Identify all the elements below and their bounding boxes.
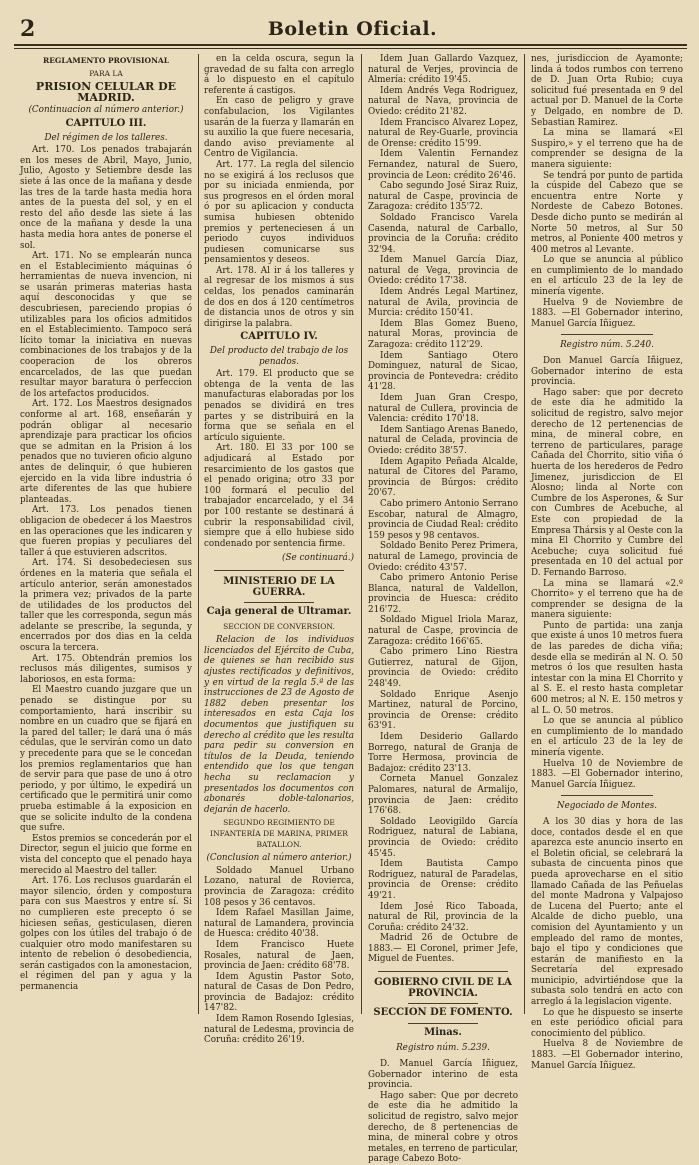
paragraph: Lo que se anuncia al público en cumplimiento de lo mandado en el artículo 23 de la ley de minería vigente. [531, 255, 683, 298]
paragraph: en la celda oscura, segun la gravedad de su falta con arreglo á lo dispuesto en el capítulo referente á castigos. [204, 54, 354, 96]
column-divider [524, 54, 525, 1014]
office-heading: Caja general de Ultramar. [206, 606, 352, 618]
paragraph: Art. 172. Los Maestros designados conforme al art. 168, enseñarán y podrán obligar al necesario aprendizaje para practicar los oficios que se admitan en la Prision á los penados que no tuvieren oficio alguno antes de delinquir, ó que hubieren ejercido en la vida libre industria ó arte diferentes de las que hubiere planteadas. [20, 399, 192, 505]
column-2 [204, 54, 355, 1046]
paragraph: Soldado Manuel Urbano Lozano, natural de Rovierca, provincia de Zaragoza: crédito 108 pesos y 36 centavos. [204, 865, 354, 908]
continuation-note: (Se continuará.) [282, 553, 354, 564]
paragraph: Lo que he dispuesto se inserte en este periódico oficial para conocimiento del público. [531, 1007, 683, 1039]
header-rule [14, 44, 687, 46]
paragraph: La mina se llamará «2.º Chorrito» y el terreno que ha de comprender se designa de la manera siguiente: [531, 578, 683, 621]
paragraph: nes, jurisdiccion de Ayamonte; linda á todos rumbos con terreno de D. Juan Orta Rubio; cuya solicitud fué presentada en 9 del actual por D. Manuel de la Corte y Delgado, en nombre de D. Sebastian Ramirez. [531, 54, 683, 128]
header-rule-thin [14, 48, 687, 49]
paragraph: Idem Bautista Campo Rodriguez, natural de Paradelas, provincia de Orense: crédito 49'21. [368, 859, 518, 901]
paragraph: Idem Juan Gallardo Vazquez, natural de Verjes, provincia de Almería: crédito 19'45. [368, 54, 518, 86]
paragraph: Idem Francisco Alvarez Lopez, natural de Rey-Guarle, provincia de Orense: crédito 15'99. [368, 117, 518, 149]
paragraph: Art. 177. La regla del silencio no se exigirá á los reclusos que por su iniciada enmienda, por sus progresos en el órden moral ó por su aplicacion y conducta sumisa hubiesen obtenido premios y perteneciesen á un periodo cuyos individuos pudiesen comunicarse sus pensamientos y deseos. [204, 159, 354, 266]
section-heading: REGLAMENTO PROVISIONAL [42, 56, 170, 65]
paragraph: Soldado Benito Perez Primera, natural de Lamego, provincia de Oviedo: crédito 43'57. [368, 541, 518, 573]
short-rule [244, 602, 314, 603]
paragraph: Huelva 10 de Noviembre de 1883. —El Gobernador interino, Manuel García Iñiguez. [531, 758, 683, 790]
paragraph: A los 30 dias y hora de las doce, contados desde el en que aparezca este anuncio inserto en el Boletin oficial, se celebrará la subasta de cincuenta pinos que pueda aprovecharse en el sitio llamado Cañada de las Peñuelas del monte Madrona y Valpajoso de Lucena del Puerto; ante el Alcalde de dicho pueblo, una comision del Ayuntamiento y un empleado del ramo de montes, bajo el tipo y condiciones que estarán de manifiesto en la Secretaría del expresado municipio, advirtiéndose que la subasta solo tendrá en acto con arreglo á la legislacion vigente. [531, 816, 683, 1008]
paragraph: Estos premios se concederán por el Director, segun el juicio que forme en vista del concepto que el penado haya merecido al Maestro del taller. [20, 833, 192, 876]
paragraph: Soldado Francisco Varela Casenda, natural de Carballo, provincia de la Coruña: crédito 32'94. [368, 212, 518, 255]
column-4 [531, 54, 683, 1071]
paragraph: Art. 179. El producto que se obtenga de la venta de las manufacturas elaboradas por los penados se dividirá en tres partes y se distribuirá en la forma que se señala en el artículo siguiente. [204, 369, 354, 443]
paragraph: Soldado Miguel Iriola Maraz, natural de Caspe, provincia de Zaragoza: crédito 166'65. [368, 615, 518, 647]
paragraph: Art. 174. Si desobedeciesen sus órdenes en la materia que señala el artículo anterior, serán amonestados la primera vez; privados de la parte de utilidades de los productos del taller que les corresponda, segun más adelante se prescribe, la segunda, y encerrados por dos dias en la celda oscura la tercera. [20, 558, 192, 654]
paragraph: Soldado Enrique Asenjo Martinez, natural de Porcino, provincia de Orense: crédito 63'91. [368, 689, 518, 732]
chapter-subtitle: Del régimen de los talleres. [44, 132, 168, 143]
paragraph: Idem Agapito Peñada Alcalde, natural de Citores del Paramo, provincia de Búrgos: crédito 20'67. [368, 456, 518, 499]
masthead-title: Boletin Oficial. [267, 18, 438, 40]
paragraph: Relacion de los individuos licenciados del Ejército de Cuba, de quienes se han recibido sus ajustes rectificados y definitivos, y en virtud de la regla 5.ª de las instrucciones de 23 de Agosto de 1882 deben presentar los interesados en esta Caja los documentos que justifiquen su derecho al crédito que les resulta para pedir su conversion en títulos de la Deuda, teniendo entendido que los que tengan hecha su reclamacion y presentados los documentos con abonarés doble-talonarios, dejarán de hacerlo. [204, 635, 355, 815]
page-number: 2 [20, 16, 36, 42]
paragraph: Madrid 26 de Octubre de 1883.— El Coronel, primer Jefe, Miguel de Fuentes. [368, 933, 518, 965]
paragraph: Idem Juan Gran Crespo, natural de Cullera, provincia de Valencia: crédito 170'18. [368, 393, 518, 425]
paragraph: Idem Valentin Fernandez Fernandez, natural de Suero, provincia de Leon: crédito 26'46. [368, 149, 518, 181]
paragraph: Idem Blas Gomez Bueno, natural Moras, provincia de Zaragoza: crédito 112'29. [368, 318, 518, 351]
paragraph: Don Manuel García Iñiguez, Gobernador interino de esta provincia. [531, 356, 683, 388]
section-heading: SECCION DE FOMENTO. [373, 1007, 513, 1019]
paragraph: Huelva 8 de Noviembre de 1883. —El Gobernador interino, Manuel García Iñiguez. [531, 1039, 683, 1071]
regiment-heading: SEGUNDO REGIMIENTO DE INFANTERÍA DE MARINA, PRIMER BATALLON. [210, 818, 348, 849]
chapter-heading: CAPITULO III. [65, 117, 147, 129]
continuation-note: (Continuacion al número anterior.) [28, 105, 184, 116]
paragraph: D. Manuel García Iñiguez, Gobernador interino de esta provincia. [368, 1059, 518, 1091]
paragraph: Idem Rafael Masillan Jaime, natural de Lamandera, provincia de Huesca: crédito 40'38. [204, 908, 354, 940]
paragraph: En caso de peligro y grave confabulacion, los Vigilantes usarán de la fuerza y llamarán en su auxilio la que fuere necesaria, dando aviso previamente al Centro de Vigilancia. [204, 96, 354, 160]
paragraph: Art. 170. Los penados trabajarán en los meses de Abril, Mayo, Junio, Julio, Agosto y Setiembre desde las siete á las once de la mañana y desde las tres de la tarde hasta media hora antes de la puesta del sol, y en el resto del año desde las siete á las once de la mañana y desde la una hasta media hora antes de ponerse el sol. [20, 145, 192, 251]
government-heading: GOBIERNO CIVIL DE LA PROVINCIA. [374, 977, 512, 999]
column-1 [20, 54, 192, 1014]
chapter-heading: CAPITULO IV. [240, 331, 318, 343]
paragraph: Idem Ramon Rosendo Iglesias, natural de Ledesma, provincia de Coruña: crédito 26'19. [204, 1014, 354, 1046]
paragraph: Idem Francisco Huete Rosales, natural de Jaen, provincia de Jaen: crédito 68'78. [204, 939, 354, 972]
paragraph: Art. 175. Obtendrán premios los reclusos más diligentes, sumisos y laboriosos, en esta forma: [20, 653, 192, 685]
paragraph: Art. 173. Los penados tienen obligacion de obedecer á los Maestros en las operaciones que les indicaren y que fueren propias y peculiares del taller á que estuvieren adscritos. [20, 505, 192, 558]
paragraph: Cabo primero Lino Riestra Gutierrez, natural de Gijon, provincia de Oviedo: crédito 248'49. [368, 647, 518, 690]
article-title: PRISION CELULAR DE MADRID. [35, 80, 177, 104]
short-rule [408, 1023, 478, 1024]
section-heading: Negociado de Montes. [556, 801, 658, 812]
paragraph: Lo que se anuncia al público en cumplimiento de lo mandado en el artículo 23 de la ley de minería vigente. [531, 716, 683, 758]
paragraph: Idem José Rico Taboada, natural de Ril, provincia de la Coruña: crédito 24'32. [368, 901, 518, 933]
paragraph: Idem Santiago Arenas Banedo, natural de Celada, provincia de Oviedo: crédito 38'57. [368, 424, 518, 456]
mines-heading: Minas. [424, 1026, 462, 1038]
paragraph: Art. 178. Al ir á los talleres y al regresar de los mismos á sus celdas, los penados caminarán de dos en dos á 120 centímetros de distancia unos de otros y sin dirigirse la palabra. [204, 265, 354, 329]
paragraph: Idem Andrés Vega Rodriguez, natural de Nava, provincia de Oviedo: crédito 21'82. [368, 85, 518, 117]
paragraph: Corneta Manuel Gonzalez Palomares, natural de Armalijo, provincia de Jaen: crédito 176'68. [368, 774, 518, 817]
column-3 [368, 54, 518, 1165]
short-rule [561, 795, 653, 796]
section-subheading: SECCION DE CONVERSION. [223, 621, 335, 631]
paragraph: Cabo primero Antonio Serrano Escobar, natural de Almagro, provincia de Ciudad Real: crédito 159 pesos y 98 centavos. [368, 498, 518, 541]
paragraph: Idem Andrés Legal Martinez, natural de Avila, provincia de Murcia: crédito 150'41. [368, 287, 518, 319]
paragraph: Hago saber: Que por decreto de este dia he admitido la solicitud de registro, salvo mejor derecho, de 8 pertenencias de mina, de mineral cobre y otros metales, en terreno de particular, parage Cabezo Boto- [368, 1090, 518, 1165]
section-heading: PARA LA [89, 68, 123, 78]
paragraph: Art. 180. El 33 por 100 se adjudicará al Estado por resarcimiento de los gastos que el penado origina; otro 33 por 100 formará el peculio del trabajador encarcelado, y el 34 por 100 restante se destinará á cubrir la responsabilidad civil, siempre que á ello hubiese sido condenado por sentencia firme. [204, 443, 354, 549]
paragraph: Hago saber: que por decreto de este dia he admitido la solicitud de registro, salvo mejor derecho de 12 pertenencias de mina, de mineral cobre, en terreno de particulares, parage Cañada del Chorrito, sitio viña ó huerta de los herederos de Pedro Jimenez, jurisdiccion de El Alosno; linda al Norte con Cumbre de los Asperones, & Sur con Cumbres de Acebuche, al Este con propiedad de la Empresa Thársis y al Oeste con la mina El Chorrito y Cumbre del Acebuche; cuya solicitud fué presentada en 10 del actual por D. Fernando Barroso. [531, 387, 683, 578]
registry-number: Registro núm. 5.239. [396, 1043, 490, 1054]
paragraph: El Maestro cuando juzgare que un penado se distingue por su comportamiento, hará inscribir su nombre en un cuadro que se fijará en la pared del taller; le dará una ó más cédulas, que le servirán como un dato y precedente para que se le concedan los premios reglamentarios que han de servir para que pase de uno á otro periodo, y por último, le expedirá un certificado que le permitirá unir como prueba estimable á la exposicion en que se solicite indulto de la condena que sufre. [20, 685, 192, 834]
paragraph: Punto de partida: una zanja que existe á unos 10 metros fuera de las paredes de dicha viña; desde ella se medirán al N. O. 50 metros ó los que resulten hasta intestar con la mina El Chorrito y al S. E. el resto hasta completar 600 metros; al N. E. 150 metros y al L. O. 50 metros. [531, 620, 683, 716]
section-rule [378, 971, 508, 972]
ministry-heading: MINISTERIO DE LA GUERRA. [223, 575, 335, 598]
paragraph: Soldado Leovigildo García Rodriguez, natural de Labiana, provincia de Oviedo: crédito 45'45. [368, 816, 518, 859]
paragraph: Idem Santiago Otero Dominguez, natural de Sicao, provincia de Pontevedra: crédito 41'28. [368, 350, 518, 393]
paragraph: Idem Agustin Pastor Soto, natural de Casas de Don Pedro, provincia de Badajoz: crédito 147'82. [204, 971, 354, 1014]
paragraph: Idem Manuel García Diaz, natural de Vega, provincia de Oviedo: crédito 17'38. [368, 255, 518, 287]
short-rule [561, 334, 653, 335]
paragraph: Se tendrá por punto de partida la cúspide del Cabezo que se encuentra entre Norte y Nordeste de Cabezo Botones. Desde dicho punto se medirán al Norte 50 metros, al Sur 50 metros, al Poniente 400 metros y 400 metros al Levante. [531, 170, 683, 255]
paragraph: Idem Desiderio Gallardo Borrego, natural de Granja de Torre Hermosa, provincia de Badajoz: crédito 23'13. [368, 732, 518, 774]
section-rule [214, 570, 344, 571]
paragraph: Art. 176. Los reclusos guardarán el mayor silencio, órden y compostura para con sus Maestros y entre sí. Si no cumplieren este precepto ó se hiciesen señas, gesticulasen, dieren golpes con los útiles del trabajo ó de cualquier otro modo manifestaren su intento de rebelion ó desobediencia, serán castigados con la amonestacion, el régimen del pan y agua y la permanencia [20, 876, 192, 993]
column-divider [361, 54, 362, 1014]
registry-number: Registro núm. 5.240. [560, 340, 654, 351]
paragraph: La mina se llamará «El Suspiro,» y el terreno que ha de comprender se designa de la manera siguiente: [531, 128, 683, 170]
paragraph: Cabo segundo José Siraz Ruiz, natural de Caspe, provincia de Zaragoza: crédito 135'72. [368, 181, 518, 213]
paragraph: Cabo primero Antonio Perise Blanca, natural de Valdellon, provincia de Huesca: crédito 216'72. [368, 573, 518, 615]
paragraph: Huelva 9 de Noviembre de 1883. —El Gobernador interino, Manuel García Iñiguez. [531, 297, 683, 329]
short-rule [408, 1003, 478, 1004]
column-divider [198, 54, 199, 1014]
chapter-subtitle: Del producto del trabajo de los penados. [209, 346, 349, 367]
paragraph: Art. 171. No se emplearán nunca en el Establecimiento máquinas ó herramientas de nueva invencion, ni se usarán primeras materias hasta aquí desconocidas y que se descubriesen, pareciendo propias ó utilizables para los oficios admitidos en el Establecimiento. Tampoco será lícito tomar la iniciativa en nuevas combinaciones de los trabajos y de la cooperacion de los obreros encarcelados, de las que puedan resultar mayor baratura ó perfeccion de los artefactos producidos. [20, 251, 192, 399]
continuation-note: (Conclusion al número anterior.) [206, 853, 352, 864]
page-header [20, 16, 685, 46]
